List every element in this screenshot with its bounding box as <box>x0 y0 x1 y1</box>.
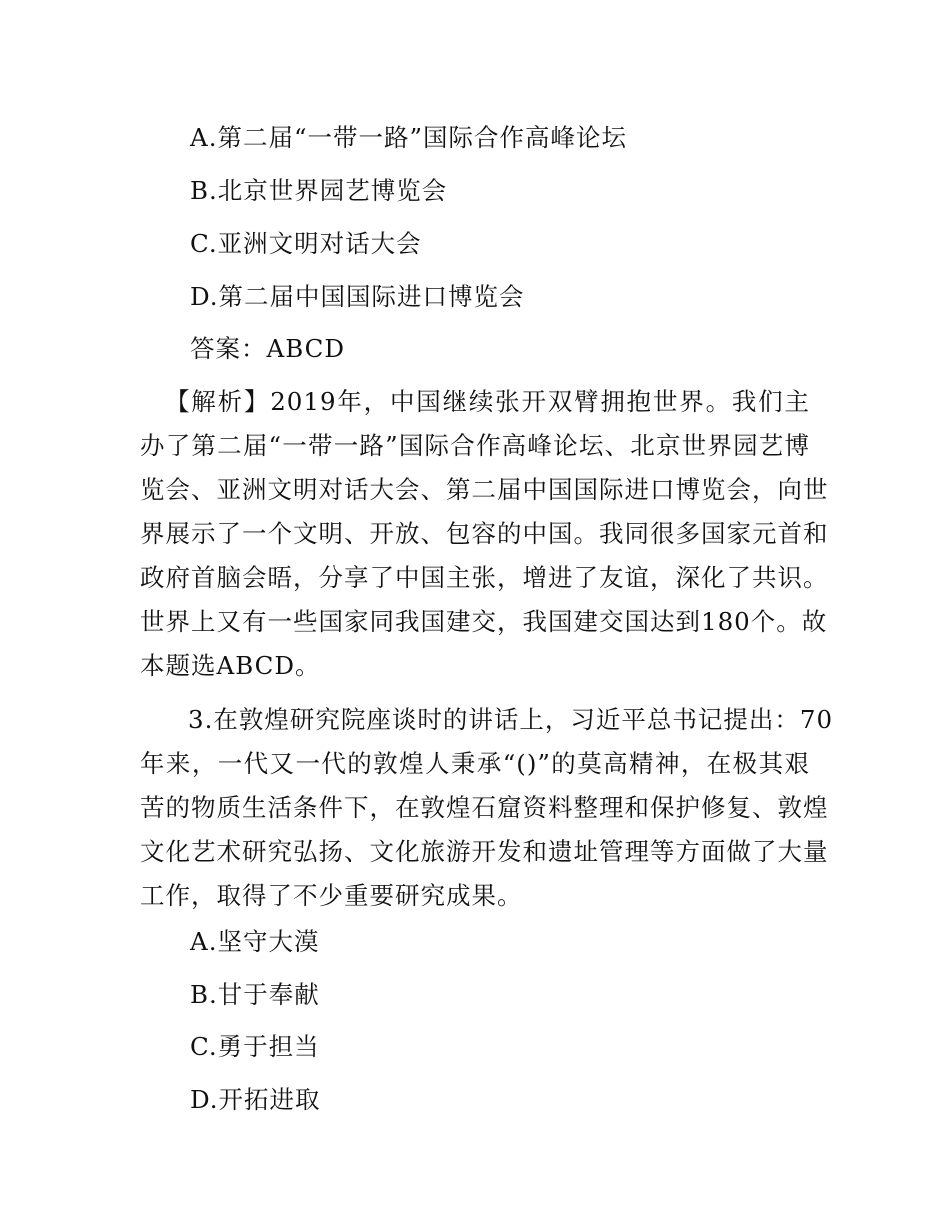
q2-analysis-line: 览会、亚洲文明对话大会、第二届中国国际进口博览会，向世 <box>140 475 829 504</box>
q2-option-b: B.北京世界园艺博览会 <box>190 176 448 205</box>
q3-stem-line: 3.在敦煌研究院座谈时的讲话上，习近平总书记提出：70 <box>188 705 834 734</box>
q2-option-a: A.第二届“一带一路”国际合作高峰论坛 <box>190 123 628 152</box>
q3-stem-line: 文化艺术研究弘扬、文化旅游开发和遗址管理等方面做了大量 <box>140 837 829 866</box>
q3-option-d: D.开拓进取 <box>190 1085 321 1114</box>
q2-option-d: D.第二届中国国际进口博览会 <box>190 282 525 311</box>
q2-analysis-line: 【解析】2019年，中国继续张开双臂拥抱世界。我们主 <box>165 387 810 416</box>
q3-stem-line: 苦的物质生活条件下，在敦煌石窟资料整理和保护修复、敦煌 <box>140 793 829 822</box>
q2-option-c: C.亚洲文明对话大会 <box>190 229 422 258</box>
q3-stem-line: 工作，取得了不少重要研究成果。 <box>140 881 523 910</box>
q3-stem-line: 年来，一代又一代的敦煌人秉承“()”的莫高精神，在极其艰 <box>140 749 810 778</box>
q2-analysis-line: 本题选ABCD。 <box>140 651 321 680</box>
q3-option-a: A.坚守大漠 <box>190 927 320 956</box>
q2-analysis-line: 政府首脑会晤，分享了中国主张，增进了友谊，深化了共识。 <box>140 563 829 592</box>
q2-analysis-line: 界展示了一个文明、开放、包容的中国。我同很多国家元首和 <box>140 519 829 548</box>
q3-option-b: B.甘于奉献 <box>190 980 320 1009</box>
q3-option-c: C.勇于担当 <box>190 1032 320 1061</box>
q2-answer: 答案：ABCD <box>190 334 346 363</box>
q2-analysis-line: 办了第二届“一带一路”国际合作高峰论坛、北京世界园艺博 <box>140 431 810 460</box>
q2-analysis-line: 世界上又有一些国家同我国建交，我国建交国达到180个。故 <box>140 607 828 636</box>
